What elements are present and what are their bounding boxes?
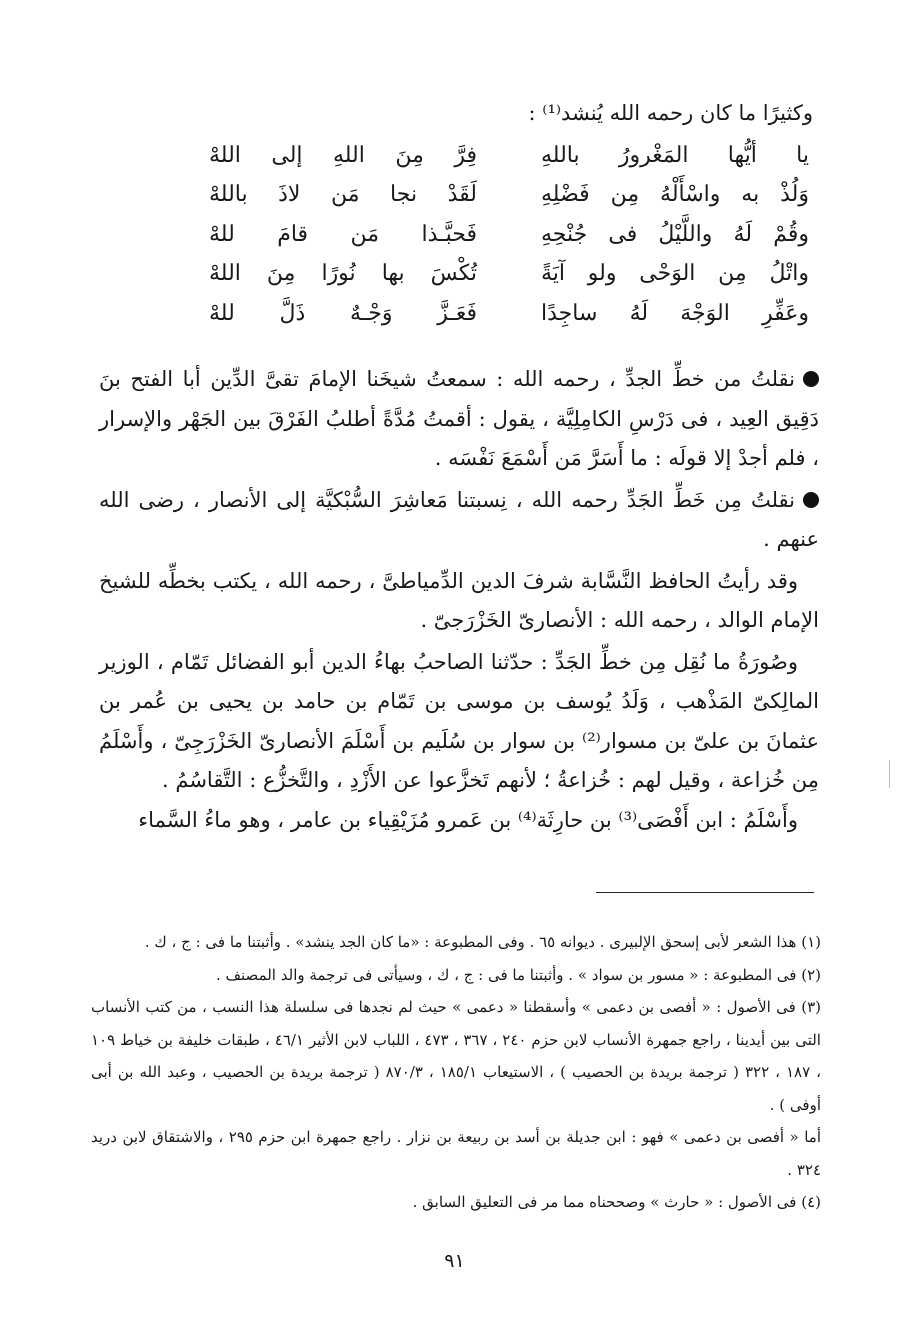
paragraph <box>99 801 819 841</box>
verse-second-hemistich: فِرَّ مِنَ اللهِ إلى اللهْ <box>209 143 477 168</box>
footnote: أما « أفصى بن دعمى » فهو : ابن جديلة بن أسد بن ربيعة بن نزار . راجع جمهرة ابن حزم ٢٩٥ ، والاشتقاق لابن دريد ٣٢٤ . <box>91 1128 821 1179</box>
poem-verse <box>209 182 809 221</box>
paragraph-text: نقلتُ مِن خَطِّ الجَدِّ رحمه الله ، نِسبتنا مَعاشِرَ السُّبْكيَّة إلى الأنصار ، رضى الله عنهم . <box>99 487 819 551</box>
paragraph <box>99 643 819 801</box>
page-number: ٩١ <box>444 1250 465 1272</box>
verse-first-hemistich: وَلُذْ به واسْأَلْهُ مِن فَضْلِهِ <box>541 182 809 208</box>
verse-first-hemistich: يا أيُّها المَغْرورُ باللهِ <box>541 143 809 168</box>
footnote: (٤) فى الأصول : « حارث » وصححناه مما مر فى التعليق السابق . <box>412 1193 821 1211</box>
paragraph <box>99 562 819 641</box>
verse-second-hemistich: فَعَـزَّ وَجْـهٌ ذَلَّ للهْ <box>209 300 477 326</box>
paragraph-text: وصُورَةُ ما نُقِل مِن خطِّ الجَدِّ : حدّثنا الصاحبُ بهاءُ الدين أبو الفضائل تَمّام ، الوزير المالِكىّ المَذْهب ، وَلَدُ يُوسف بن موسى بن تَمّام بن حامد بن يحيى بن عُمر بن عثمانَ بن علىّ بن مسوار⁽²⁾ بن سوار بن سُلَيم بن أَسْلَمَ الأنصارىّ الخَزْرَجِىّ ، وأَسْلَمُ مِن خُزاعة ، وقيل لهم : خُزاعةُ ؛ لأنهم تَخزَّعوا عن الأَزْدِ ، والتَّخزُّع : التَّقاسُمُ . <box>99 649 819 792</box>
poem-verse <box>209 143 809 182</box>
poem <box>209 143 809 340</box>
footnote: (٣) فى الأصول : « أفصى بن دعمى » وأسقطنا « دعمى » حيث لم نجدها فى سلسلة هذا النسب ، من كتب الأنساب التى بين أيدينا ، راجع جمهرة الأنساب لابن حزم ٢٤٠ ، ٣٦٧ ، ٤٧٣ ، اللباب لابن الأثير ٤٦/١ ، طبقات خليفة بن خياط ١٠٩ ، ١٨٧ ، ٣٢٢ ( ترجمة بريدة بن الحصيب ) ، الاستيعاب ١٨٥/١ ، ٨٧٠/٣ ( ترجمة بريدة بن الحصيب ، وعبد الله بن أبى أوفى ) . <box>91 998 822 1114</box>
body-text <box>99 360 819 840</box>
bullet-dot-icon <box>803 492 819 508</box>
poem-verse <box>209 261 809 300</box>
footnotes <box>91 926 821 1219</box>
paragraph <box>99 360 819 479</box>
footnote: (١) هذا الشعر لأبى إسحق الإلبيرى . ديوانه ٦٥ . وفى المطبوعة : «ما كان الجد ينشد» . وأثبتنا ما فى : ج ، ك . <box>144 933 821 951</box>
paragraph <box>99 481 819 560</box>
poem-verse <box>209 301 809 340</box>
verse-first-hemistich: وقُمْ لَهُ واللَّيْلُ فى جُنْحِهِ <box>541 221 809 247</box>
footnote: (٢) فى المطبوعة : « مسور بن سواد » . وأثبتنا ما فى : ج ، ك ، وسيأتى فى ترجمة والد المصنف . <box>215 965 821 984</box>
verse-second-hemistich: تُكْسَ بها نُورًا مِنَ اللهْ <box>209 261 477 287</box>
bullet-dot-icon <box>803 371 819 387</box>
paragraph-text: وقد رأيتُ الحافظ النَّسَّابة شرفَ الدين الدِّمياطىَّ ، رحمه الله ، يكتب بخطِّه للشيخ الإمام الوالد ، رحمه الله : الأنصارىّ الخَزْرَجىّ . <box>99 568 819 632</box>
paragraph-text: وأَسْلَمُ : ابن أَفْصَى⁽³⁾ بن حارِثَة⁽⁴⁾ بن عَمرو مُزَيْقِياء بن عامر ، وهو ماءُ السَّماء <box>138 807 798 832</box>
paragraph-text: نقلتُ من خطِّ الجدِّ ، رحمه الله : سمعتُ شيخَنا الإمامَ تقىَّ الدِّين أبا الفتح بنَ دَقِيق العِيد ، فى دَرْسِ الكامِلِيَّة ، يقول : أقمتُ مُدَّةً أطلبُ الفَرْقَ بين الجَهْر والإسرار ، فلم أجدْ إلا قولَه : ما أَسَرَّ مَن أَسْمَعَ نَفْسَه . <box>99 367 819 470</box>
verse-second-hemistich: فَحبَّـذا مَن قامَ للهْ <box>209 221 477 247</box>
verse-first-hemistich: واتْلُ مِن الوَحْى ولو آيَةً <box>541 261 809 287</box>
verse-second-hemistich: لَقَدْ نجا مَن لاذَ باللهْ <box>209 182 477 208</box>
verse-first-hemistich: وعَفِّرِ الوَجْهَ لَهُ ساجِدًا <box>541 300 809 326</box>
intro-line: وكثيرًا ما كان رحمه الله يُنشد⁽¹⁾ : <box>528 101 813 125</box>
footnote-divider <box>596 892 814 893</box>
poem-verse <box>209 222 809 261</box>
margin-mark <box>889 760 890 788</box>
